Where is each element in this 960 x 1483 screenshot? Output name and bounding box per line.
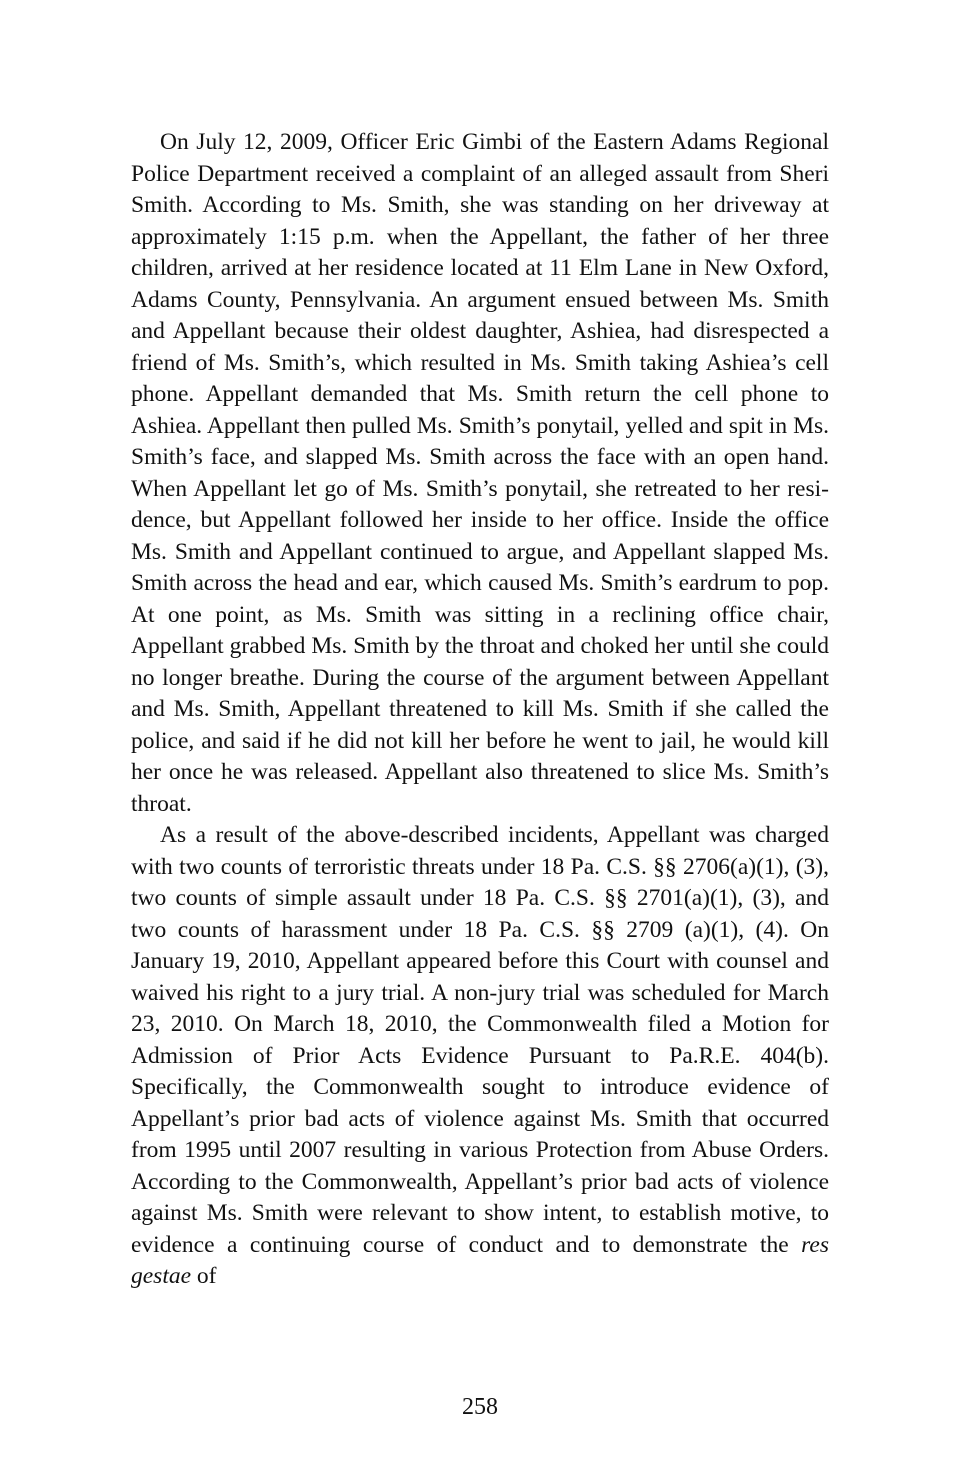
paragraph-2-text: As a result of the above-described incidents, Appellant was charged with two counts of terroristic threats under 18 Pa. C.S. §§ 2706(a)(1), (3), two counts of simple assault under 18 Pa. C.S. §§ 2701(a)(1), (3), and two counts of harassment under 18 Pa. C.S. §§ 2709 (a)(1), (4). On January 19, 2010, Appellant appeared before this Court with counsel and waived his right to a jury trial. A non-jury trial was scheduled for March 23, 2010. On March 18, 2010, the Commonwealth filed a Motion for Admission of Prior Acts Evidence Pursuant to Pa.R.E. 404(b). Specifically, the Commonwealth sought to introduce evidence of Appellant’s prior bad acts of violence against Ms. Smith that occurred from 1995 until 2007 resulting in various Protection from Abuse Orders. According to the Commonwealth, Appellant’s prior bad acts of violence against Ms. Smith were relevant to show intent, to establish motive, to evidence a continuing course of conduct and to demonstrate the [131,822,829,1258]
paragraph-2-tail: of [191,1263,217,1289]
document-body [131,127,829,1293]
paragraph-1: On July 12, 2009, Officer Eric Gimbi of the Eastern Adams Regional Police Department received a complaint of an alleged assault from Sheri Smith. According to Ms. Smith, she was standing on her driveway at approximately 1:15 p.m. when the Appellant, the father of her three children, arrived at her residence located at 11 Elm Lane in New Oxford, Adams County, Pennsylvania. An argument ensued between Ms. Smith and Appellant because their oldest daughter, Ashiea, had disrespected a friend of Ms. Smith’s, which resulted in Ms. Smith taking Ashiea’s cell phone. Appellant demanded that Ms. Smith return the cell phone to Ashiea. Appellant then pulled Ms. Smith’s ponytail, yelled and spit in Ms. Smith’s face, and slapped Ms. Smith across the face with an open hand. When Appellant let go of Ms. Smith’s ponytail, she retreated to her residence, but Appellant followed her inside to her office. Inside the office Ms. Smith and Appellant continued to argue, and Appellant slapped Ms. Smith across the head and ear, which caused Ms. Smith’s eardrum to pop. At one point, as Ms. Smith was sitting in a reclining office chair, Appellant grabbed Ms. Smith by the throat and choked her until she could no longer breathe. During the course of the argument between Appellant and Ms. Smith, Appellant threatened to kill Ms. Smith if she called the police, and said if he did not kill her before he went to jail, he would kill her once he was released. Appellant also threatened to slice Ms. Smith’s throat. [131,129,829,817]
italic-term: res gestae [131,1231,829,1289]
paragraph-2 [131,820,829,1293]
page-number: 258 [462,1394,498,1420]
